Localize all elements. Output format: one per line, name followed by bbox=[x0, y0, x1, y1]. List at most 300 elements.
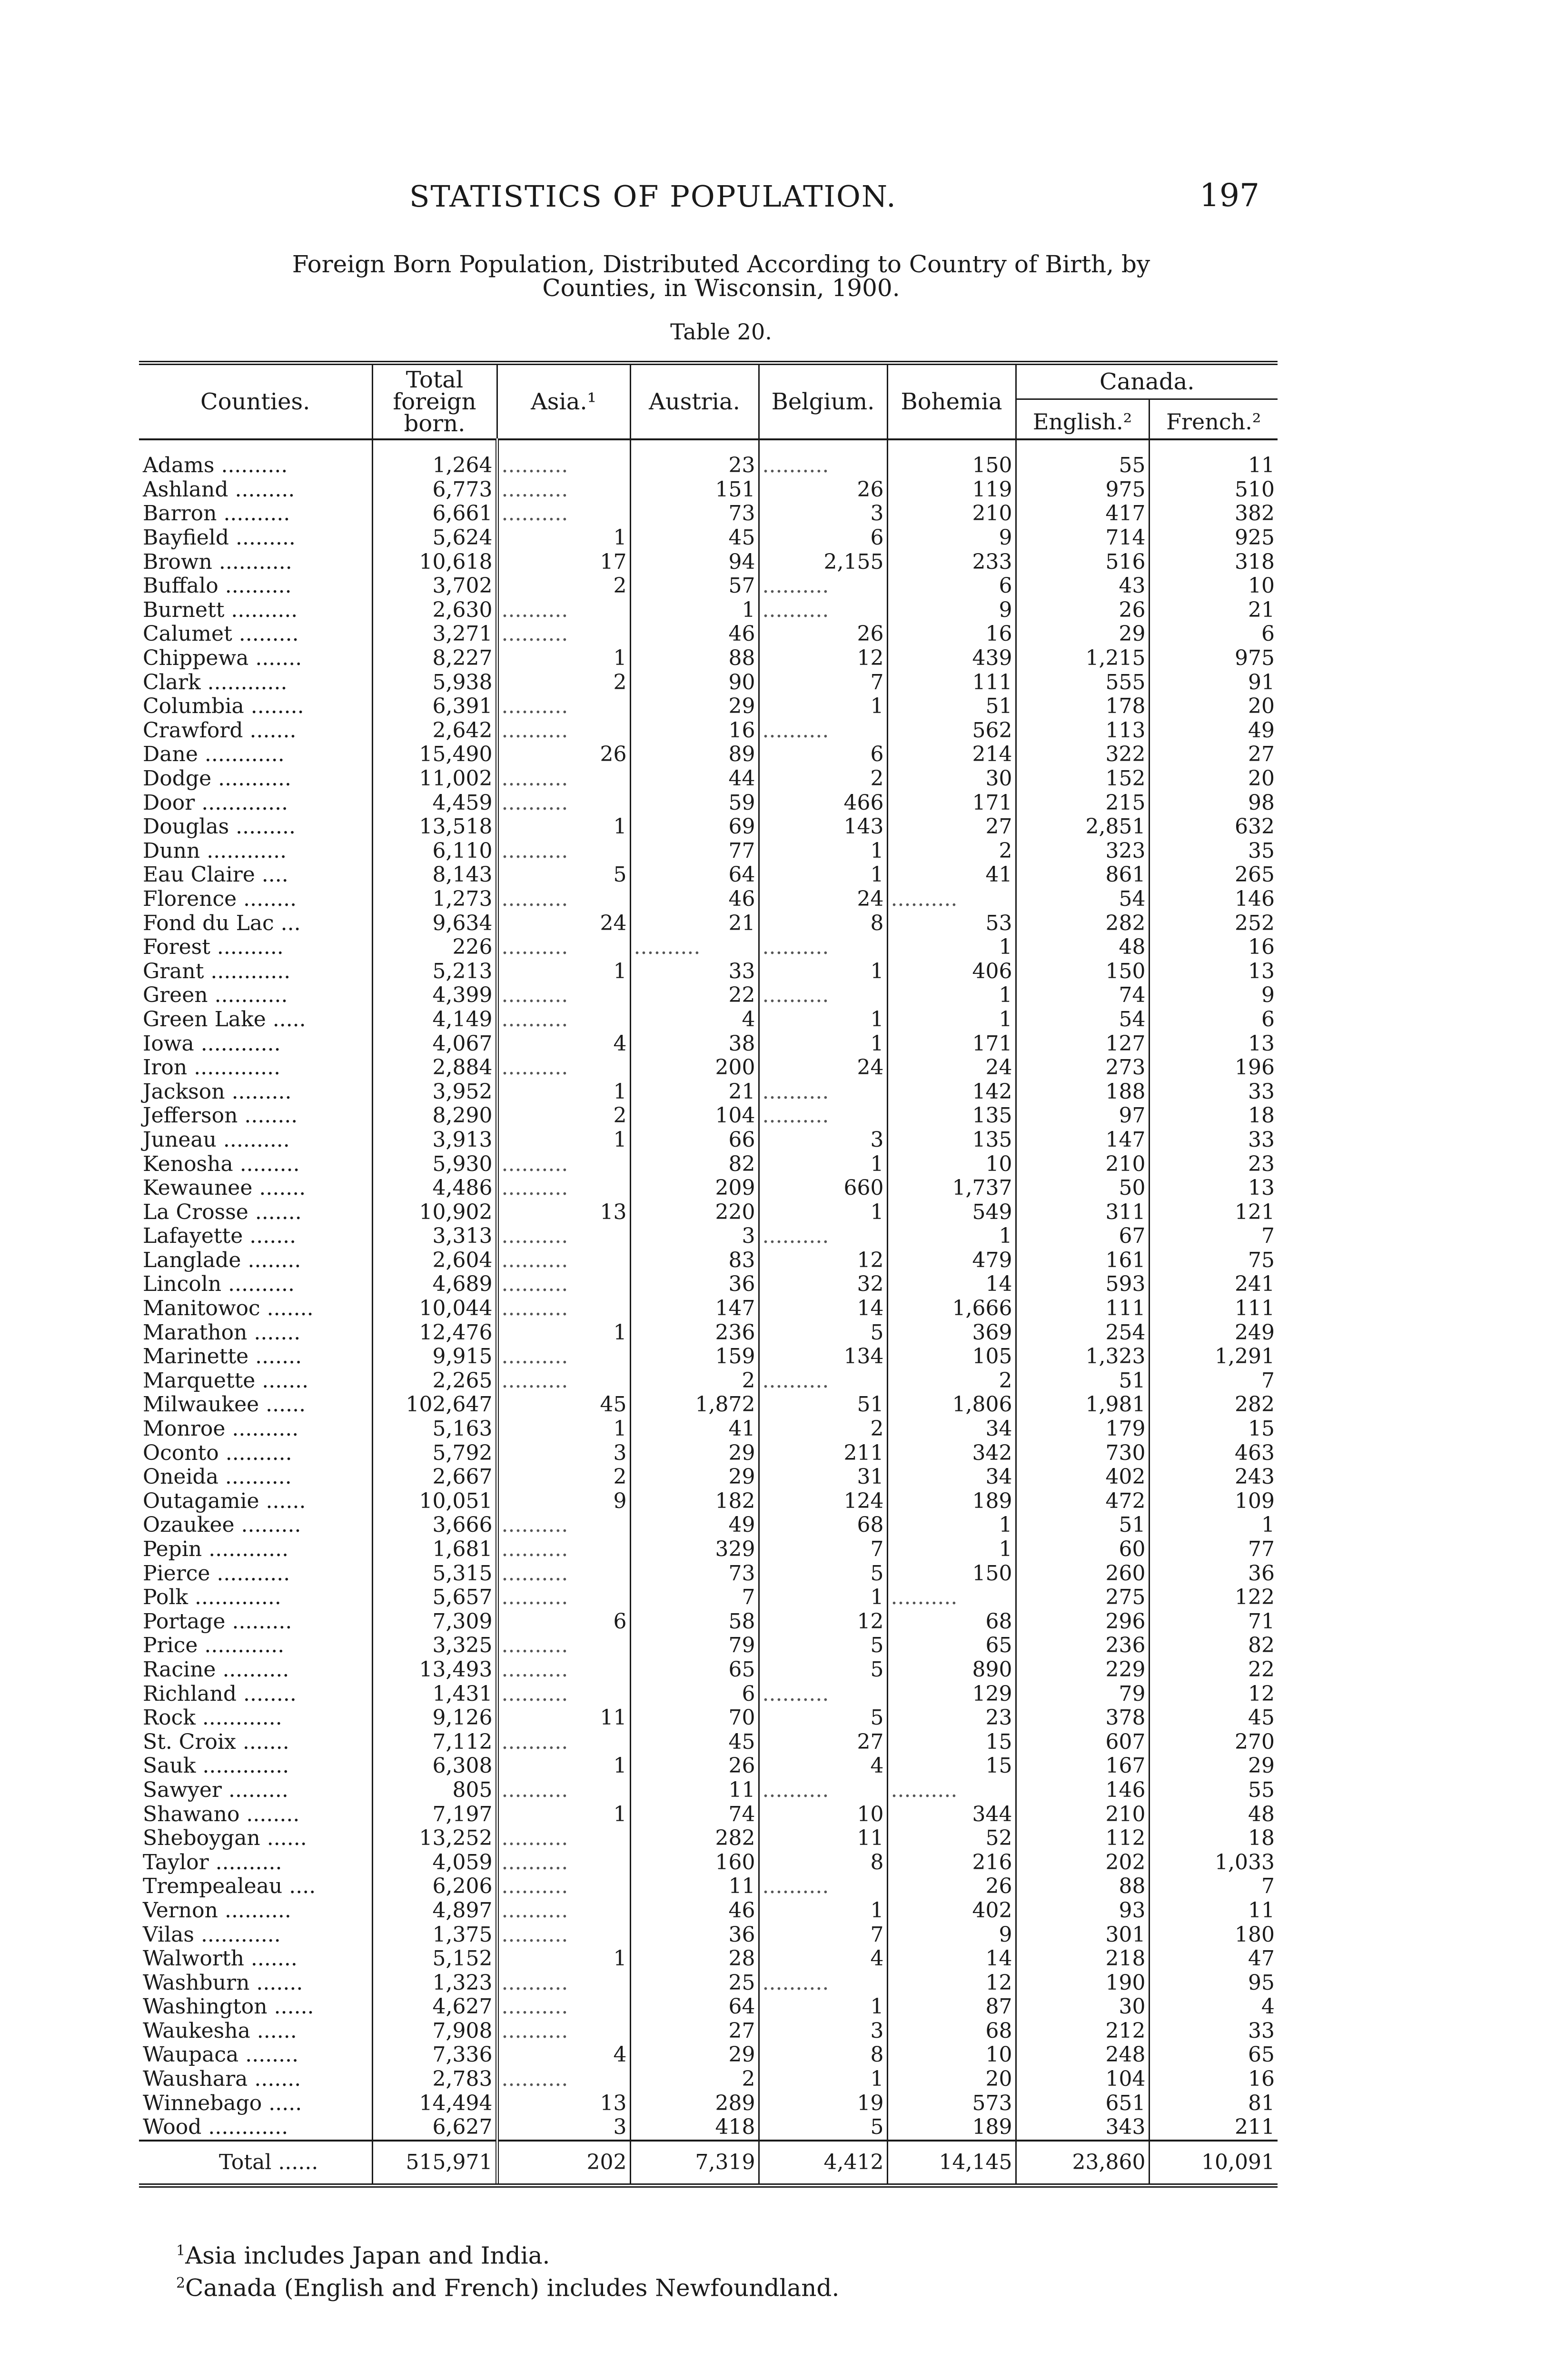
cell-austria: 21 bbox=[630, 1080, 759, 1104]
county-name: Iron ............. bbox=[139, 1056, 372, 1080]
cell-canada-french: 49 bbox=[1248, 718, 1275, 743]
cell-canada-french: 318 bbox=[1235, 549, 1275, 574]
cell-total-foreign-born: 4,149 bbox=[372, 1008, 497, 1032]
cell-canada-french: 35 bbox=[1248, 838, 1275, 863]
county-name: Calumet ......... bbox=[139, 622, 372, 646]
cell-canada-english: 273 bbox=[1016, 1056, 1149, 1080]
cell-bohemia: 9 bbox=[887, 526, 1016, 550]
county-name: Clark ............ bbox=[139, 670, 372, 694]
cell-austria: 73 bbox=[630, 502, 759, 526]
cell-austria: 59 bbox=[630, 791, 759, 815]
cell-total-foreign-born: 11,002 bbox=[372, 767, 497, 791]
cell-bohemia: 135 bbox=[887, 1128, 1016, 1152]
cell-total-foreign-born: 3,913 bbox=[372, 1128, 497, 1152]
county-name: Dane ............ bbox=[139, 743, 372, 767]
county-name: Milwaukee ...... bbox=[139, 1393, 372, 1417]
cell-austria: 282 bbox=[630, 1826, 759, 1851]
table-row bbox=[139, 1682, 1278, 1706]
cell-belgium: .......... bbox=[759, 1682, 887, 1706]
cell-total-foreign-born: 13,518 bbox=[372, 815, 497, 839]
county-name: Vernon .......... bbox=[139, 1899, 372, 1923]
cell-canada-english: 161 bbox=[1016, 1249, 1149, 1273]
cell-canada-english: 975 bbox=[1016, 478, 1149, 502]
cell-belgium: 3 bbox=[759, 502, 887, 526]
cell-canada-french: 1,033 bbox=[1215, 1850, 1275, 1874]
cell-belgium: .......... bbox=[759, 935, 887, 960]
cell-asia: 1 bbox=[497, 1320, 630, 1345]
cell-canada-english: 516 bbox=[1016, 550, 1149, 574]
table-row bbox=[139, 1176, 1278, 1200]
cell-asia: 1 bbox=[497, 526, 630, 550]
cell-canada-english: 402 bbox=[1016, 1465, 1149, 1489]
county-name: Waupaca ........ bbox=[139, 2043, 372, 2067]
cell-bohemia: 16 bbox=[887, 622, 1016, 646]
cell-canada-english: 301 bbox=[1016, 1923, 1149, 1947]
cell-total-foreign-born: 2,604 bbox=[372, 1249, 497, 1273]
cell-belgium: 27 bbox=[759, 1730, 887, 1754]
cell-bohemia: 9 bbox=[887, 598, 1016, 623]
county-name: Jackson ......... bbox=[139, 1080, 372, 1104]
county-name: Polk ............. bbox=[139, 1586, 372, 1610]
cell-canada-english: 127 bbox=[1016, 1031, 1149, 1056]
cell-canada-english: 1,215 bbox=[1016, 646, 1149, 671]
county-name: Jefferson ........ bbox=[139, 1104, 372, 1128]
cell-total-foreign-born: 1,264 bbox=[372, 439, 497, 478]
cell-bohemia: 51 bbox=[887, 694, 1016, 719]
cell-bohemia: 1 bbox=[887, 1537, 1016, 1562]
cell-bohemia: 68 bbox=[887, 1610, 1016, 1634]
cell-asia: 26 bbox=[497, 743, 630, 767]
cell-total-foreign-born: 6,206 bbox=[372, 1874, 497, 1899]
cell-canada-french: 463 bbox=[1235, 1440, 1275, 1465]
cell-austria: 88 bbox=[630, 646, 759, 671]
cell-canada-french: 27 bbox=[1248, 742, 1275, 767]
county-name: Fond du Lac ... bbox=[139, 911, 372, 935]
cell-belgium: .......... bbox=[759, 1224, 887, 1249]
table-row bbox=[139, 839, 1278, 863]
cell-asia: 2 bbox=[497, 574, 630, 598]
totals-belgium: 4,412 bbox=[759, 2141, 887, 2186]
cell-canada-french: 16 bbox=[1248, 2067, 1275, 2092]
table-row bbox=[139, 1369, 1278, 1393]
header-canada: Canada. bbox=[1100, 368, 1195, 396]
cell-bohemia: 439 bbox=[887, 646, 1016, 671]
cell-asia: 2 bbox=[497, 1465, 630, 1489]
county-name: Rock ............ bbox=[139, 1706, 372, 1730]
cell-asia: 5 bbox=[497, 863, 630, 887]
county-name: Eau Claire .... bbox=[139, 863, 372, 887]
totals-english: 23,860 bbox=[1016, 2141, 1149, 2186]
cell-belgium: .......... bbox=[759, 1369, 887, 1393]
cell-austria: 64 bbox=[630, 863, 759, 887]
cell-bohemia: 1 bbox=[887, 983, 1016, 1008]
cell-canada-english: 607 bbox=[1016, 1730, 1149, 1754]
cell-total-foreign-born: 2,642 bbox=[372, 719, 497, 743]
cell-austria: 38 bbox=[630, 1031, 759, 1056]
table-row bbox=[139, 1826, 1278, 1851]
cell-canada-french: 1 bbox=[1261, 1513, 1275, 1537]
cell-belgium: .......... bbox=[759, 598, 887, 623]
cell-bohemia: .......... bbox=[887, 887, 1016, 912]
cell-canada-french: 10 bbox=[1248, 574, 1275, 598]
cell-bohemia: 369 bbox=[887, 1320, 1016, 1345]
cell-austria: 6 bbox=[630, 1682, 759, 1706]
cell-canada-english: 215 bbox=[1016, 791, 1149, 815]
cell-belgium: .......... bbox=[759, 574, 887, 598]
table-row bbox=[139, 1778, 1278, 1803]
cell-canada-english: 378 bbox=[1016, 1706, 1149, 1730]
table-row bbox=[139, 598, 1278, 623]
cell-asia: 1 bbox=[497, 1080, 630, 1104]
cell-asia: 1 bbox=[497, 1802, 630, 1826]
totals-row bbox=[139, 2141, 1278, 2186]
cell-austria: 33 bbox=[630, 959, 759, 983]
cell-canada-french: 13 bbox=[1248, 1176, 1275, 1200]
cell-canada-french: 975 bbox=[1235, 646, 1275, 671]
cell-bohemia: 119 bbox=[887, 478, 1016, 502]
cell-total-foreign-born: 7,908 bbox=[372, 2019, 497, 2043]
cell-belgium: 7 bbox=[759, 1537, 887, 1562]
cell-total-foreign-born: 8,290 bbox=[372, 1104, 497, 1128]
cell-belgium: 5 bbox=[759, 2115, 887, 2141]
county-name: Brown ........... bbox=[139, 550, 372, 574]
cell-bohemia: 15 bbox=[887, 1730, 1016, 1754]
cell-belgium: 1 bbox=[759, 959, 887, 983]
cell-total-foreign-born: 102,647 bbox=[372, 1393, 497, 1417]
table-header bbox=[139, 363, 1278, 440]
table-row bbox=[139, 1465, 1278, 1489]
cell-canada-english: 323 bbox=[1016, 839, 1149, 863]
cell-bohemia: 14 bbox=[887, 1947, 1016, 1971]
cell-canada-french: 265 bbox=[1235, 863, 1275, 887]
table-row bbox=[139, 1899, 1278, 1923]
county-name: La Crosse ....... bbox=[139, 1200, 372, 1224]
table-row bbox=[139, 1561, 1278, 1586]
table-row bbox=[139, 935, 1278, 960]
cell-bohemia: 233 bbox=[887, 550, 1016, 574]
header-bohemia: Bohemia bbox=[887, 363, 1016, 440]
cell-belgium: 2 bbox=[759, 1417, 887, 1441]
cell-bohemia: 6 bbox=[887, 574, 1016, 598]
cell-austria: 64 bbox=[630, 1995, 759, 2019]
cell-asia: .......... bbox=[497, 1634, 630, 1658]
county-name: Walworth ....... bbox=[139, 1947, 372, 1971]
table-row bbox=[139, 478, 1278, 502]
cell-total-foreign-born: 15,490 bbox=[372, 743, 497, 767]
cell-belgium: 143 bbox=[759, 815, 887, 839]
table-row bbox=[139, 439, 1278, 478]
cell-canada-french: 13 bbox=[1248, 1031, 1275, 1056]
county-name: Richland ........ bbox=[139, 1682, 372, 1706]
cell-austria: 23 bbox=[630, 439, 759, 478]
cell-bohemia: 2 bbox=[887, 839, 1016, 863]
cell-total-foreign-born: 3,666 bbox=[372, 1513, 497, 1537]
cell-bohemia: 20 bbox=[887, 2067, 1016, 2092]
cell-canada-french: 20 bbox=[1248, 766, 1275, 791]
county-name: Pierce ........... bbox=[139, 1561, 372, 1586]
cell-canada-french: 29 bbox=[1248, 1754, 1275, 1778]
cell-canada-english: 190 bbox=[1016, 1971, 1149, 1995]
cell-belgium: 8 bbox=[759, 1850, 887, 1874]
cell-belgium: 26 bbox=[759, 622, 887, 646]
cell-austria: 418 bbox=[630, 2115, 759, 2141]
totals-total: 515,971 bbox=[372, 2141, 497, 2186]
county-name: Crawford ....... bbox=[139, 719, 372, 743]
cell-belgium: .......... bbox=[759, 1080, 887, 1104]
cell-total-foreign-born: 2,884 bbox=[372, 1056, 497, 1080]
cell-austria: 159 bbox=[630, 1345, 759, 1369]
cell-austria: 36 bbox=[630, 1272, 759, 1297]
county-name: Pepin ............ bbox=[139, 1537, 372, 1562]
cell-canada-english: 322 bbox=[1016, 743, 1149, 767]
cell-canada-english: 210 bbox=[1016, 1152, 1149, 1176]
cell-austria: 70 bbox=[630, 1706, 759, 1730]
cell-total-foreign-born: 3,313 bbox=[372, 1224, 497, 1249]
cell-canada-french: 23 bbox=[1248, 1151, 1275, 1176]
cell-canada-french: 109 bbox=[1235, 1488, 1275, 1513]
cell-canada-english: 218 bbox=[1016, 1947, 1149, 1971]
cell-belgium: .......... bbox=[759, 439, 887, 478]
cell-canada-english: 104 bbox=[1016, 2067, 1149, 2092]
cell-canada-french: 249 bbox=[1235, 1320, 1275, 1345]
cell-canada-french: 81 bbox=[1248, 2091, 1275, 2115]
table-label: Table 20. bbox=[670, 319, 772, 345]
county-name: Waukesha ...... bbox=[139, 2019, 372, 2043]
cell-canada-english: 260 bbox=[1016, 1561, 1149, 1586]
cell-canada-english: 248 bbox=[1016, 2043, 1149, 2067]
cell-canada-french: 45 bbox=[1248, 1706, 1275, 1730]
table-row bbox=[139, 1008, 1278, 1032]
cell-canada-english: 112 bbox=[1016, 1826, 1149, 1851]
cell-austria: 4 bbox=[630, 1008, 759, 1032]
cell-belgium: 12 bbox=[759, 646, 887, 671]
county-name: Dodge ........... bbox=[139, 767, 372, 791]
cell-canada-english: 29 bbox=[1016, 622, 1149, 646]
cell-asia: .......... bbox=[497, 1995, 630, 2019]
cell-asia: 13 bbox=[497, 1200, 630, 1224]
county-name: Monroe .......... bbox=[139, 1417, 372, 1441]
cell-total-foreign-born: 4,459 bbox=[372, 791, 497, 815]
cell-total-foreign-born: 5,938 bbox=[372, 670, 497, 694]
table-row bbox=[139, 1634, 1278, 1658]
table-row bbox=[139, 959, 1278, 983]
cell-canada-french: 121 bbox=[1235, 1200, 1275, 1224]
cell-total-foreign-born: 9,915 bbox=[372, 1345, 497, 1369]
cell-canada-french: 82 bbox=[1248, 1633, 1275, 1658]
cell-asia: .......... bbox=[497, 1874, 630, 1899]
cell-canada-english: 1,981 bbox=[1016, 1393, 1149, 1417]
cell-belgium: 1 bbox=[759, 1586, 887, 1610]
cell-asia: .......... bbox=[497, 983, 630, 1008]
cell-belgium: 3 bbox=[759, 1128, 887, 1152]
cell-total-foreign-born: 7,309 bbox=[372, 1610, 497, 1634]
cell-belgium: 4 bbox=[759, 1754, 887, 1778]
cell-austria: 73 bbox=[630, 1561, 759, 1586]
cell-canada-french: 7 bbox=[1261, 1224, 1275, 1249]
county-name: Vilas ............ bbox=[139, 1923, 372, 1947]
cell-canada-french: 75 bbox=[1248, 1248, 1275, 1272]
cell-austria: 2 bbox=[630, 1369, 759, 1393]
cell-total-foreign-born: 1,431 bbox=[372, 1682, 497, 1706]
cell-canada-english: 54 bbox=[1016, 1008, 1149, 1032]
cell-canada-english: 254 bbox=[1016, 1320, 1149, 1345]
cell-austria: 11 bbox=[630, 1778, 759, 1803]
cell-asia: .......... bbox=[497, 1008, 630, 1032]
cell-asia: 1 bbox=[497, 1417, 630, 1441]
totals-french: 10,091 bbox=[1149, 2141, 1278, 2186]
cell-canada-english: 229 bbox=[1016, 1658, 1149, 1682]
cell-total-foreign-born: 1,681 bbox=[372, 1537, 497, 1562]
cell-belgium: .......... bbox=[759, 1874, 887, 1899]
cell-austria: 29 bbox=[630, 1441, 759, 1465]
county-name: Manitowoc ....... bbox=[139, 1297, 372, 1321]
county-name: Shawano ........ bbox=[139, 1802, 372, 1826]
cell-canada-english: 555 bbox=[1016, 670, 1149, 694]
cell-canada-english: 147 bbox=[1016, 1128, 1149, 1152]
county-name: Forest .......... bbox=[139, 935, 372, 960]
cell-austria: 45 bbox=[630, 1730, 759, 1754]
table-row bbox=[139, 1441, 1278, 1465]
cell-canada-french: 7 bbox=[1261, 1368, 1275, 1393]
cell-belgium: 8 bbox=[759, 911, 887, 935]
cell-total-foreign-born: 4,627 bbox=[372, 1995, 497, 2019]
cell-belgium: 124 bbox=[759, 1489, 887, 1514]
cell-austria: 57 bbox=[630, 574, 759, 598]
cell-canada-english: 30 bbox=[1016, 1995, 1149, 2019]
cell-asia: .......... bbox=[497, 1152, 630, 1176]
cell-bohemia: 1,806 bbox=[887, 1393, 1016, 1417]
cell-belgium: 7 bbox=[759, 670, 887, 694]
cell-bohemia: 342 bbox=[887, 1441, 1016, 1465]
table-row bbox=[139, 2043, 1278, 2067]
cell-belgium: 1 bbox=[759, 1008, 887, 1032]
cell-austria: 2 bbox=[630, 2067, 759, 2092]
cell-canada-english: 1,323 bbox=[1016, 1345, 1149, 1369]
cell-belgium: 51 bbox=[759, 1393, 887, 1417]
county-name: Dunn ............ bbox=[139, 839, 372, 863]
cell-asia: .......... bbox=[497, 694, 630, 719]
cell-total-foreign-born: 6,308 bbox=[372, 1754, 497, 1778]
table-row bbox=[139, 1320, 1278, 1345]
cell-austria: 66 bbox=[630, 1128, 759, 1152]
cell-belgium: .......... bbox=[759, 1971, 887, 1995]
cell-belgium: 2,155 bbox=[759, 550, 887, 574]
table-row bbox=[139, 574, 1278, 598]
county-name: Racine .......... bbox=[139, 1658, 372, 1682]
table-body bbox=[139, 439, 1278, 2141]
cell-canada-french: 111 bbox=[1235, 1296, 1275, 1321]
cell-austria: 46 bbox=[630, 887, 759, 912]
cell-total-foreign-born: 10,618 bbox=[372, 550, 497, 574]
cell-total-foreign-born: 5,213 bbox=[372, 959, 497, 983]
cell-canada-french: 13 bbox=[1248, 959, 1275, 983]
cell-asia: 1 bbox=[497, 1128, 630, 1152]
table-row bbox=[139, 1393, 1278, 1417]
cell-asia: .......... bbox=[497, 1586, 630, 1610]
cell-canada-french: 36 bbox=[1248, 1561, 1275, 1586]
cell-austria: 7 bbox=[630, 1586, 759, 1610]
cell-asia: .......... bbox=[497, 1899, 630, 1923]
cell-total-foreign-born: 4,689 bbox=[372, 1272, 497, 1297]
population-table bbox=[139, 361, 1278, 2188]
table-row bbox=[139, 2067, 1278, 2092]
cell-canada-english: 79 bbox=[1016, 1682, 1149, 1706]
cell-canada-english: 282 bbox=[1016, 911, 1149, 935]
cell-belgium: 24 bbox=[759, 887, 887, 912]
cell-canada-french: 15 bbox=[1248, 1417, 1275, 1441]
cell-bohemia: 1,737 bbox=[887, 1176, 1016, 1200]
table-row bbox=[139, 1874, 1278, 1899]
cell-canada-english: 50 bbox=[1016, 1176, 1149, 1200]
cell-austria: 22 bbox=[630, 983, 759, 1008]
cell-austria: 90 bbox=[630, 670, 759, 694]
cell-belgium: 14 bbox=[759, 1297, 887, 1321]
table-footer bbox=[139, 2141, 1278, 2186]
county-name: Marinette ....... bbox=[139, 1345, 372, 1369]
cell-asia: .......... bbox=[497, 1249, 630, 1273]
cell-belgium: 466 bbox=[759, 791, 887, 815]
table-row bbox=[139, 1537, 1278, 1562]
cell-total-foreign-born: 226 bbox=[372, 935, 497, 960]
cell-total-foreign-born: 2,630 bbox=[372, 598, 497, 623]
cell-canada-french: 510 bbox=[1235, 477, 1275, 502]
cell-canada-french: 6 bbox=[1261, 622, 1275, 646]
cell-asia: .......... bbox=[497, 1658, 630, 1682]
cell-total-foreign-born: 10,044 bbox=[372, 1297, 497, 1321]
cell-total-foreign-born: 5,163 bbox=[372, 1417, 497, 1441]
cell-asia: .......... bbox=[497, 502, 630, 526]
cell-bohemia: 14 bbox=[887, 1272, 1016, 1297]
cell-total-foreign-born: 2,265 bbox=[372, 1369, 497, 1393]
county-name: Lincoln .......... bbox=[139, 1272, 372, 1297]
cell-belgium: 5 bbox=[759, 1658, 887, 1682]
cell-bohemia: 12 bbox=[887, 1971, 1016, 1995]
running-head: STATISTICS OF POPULATION. bbox=[409, 179, 897, 214]
cell-total-foreign-born: 3,325 bbox=[372, 1634, 497, 1658]
county-name: Kenosha ......... bbox=[139, 1152, 372, 1176]
cell-austria: 209 bbox=[630, 1176, 759, 1200]
cell-canada-french: 243 bbox=[1235, 1465, 1275, 1489]
cell-total-foreign-born: 3,952 bbox=[372, 1080, 497, 1104]
cell-belgium: .......... bbox=[759, 719, 887, 743]
cell-belgium: 1 bbox=[759, 1200, 887, 1224]
cell-asia: .......... bbox=[497, 1176, 630, 1200]
cell-total-foreign-born: 4,059 bbox=[372, 1850, 497, 1874]
cell-asia: .......... bbox=[497, 1826, 630, 1851]
cell-austria: 36 bbox=[630, 1923, 759, 1947]
cell-total-foreign-born: 13,252 bbox=[372, 1826, 497, 1851]
page-number: 197 bbox=[1199, 177, 1259, 214]
county-name: Adams .......... bbox=[139, 439, 372, 478]
county-name: Juneau .......... bbox=[139, 1128, 372, 1152]
cell-asia: .......... bbox=[497, 2019, 630, 2043]
cell-total-foreign-born: 10,051 bbox=[372, 1489, 497, 1514]
table-row bbox=[139, 1224, 1278, 1249]
cell-bohemia: 34 bbox=[887, 1417, 1016, 1441]
cell-canada-french: 632 bbox=[1235, 814, 1275, 839]
cell-total-foreign-born: 5,930 bbox=[372, 1152, 497, 1176]
table-row bbox=[139, 670, 1278, 694]
cell-canada-french: 77 bbox=[1248, 1537, 1275, 1562]
cell-belgium: 8 bbox=[759, 2043, 887, 2067]
cell-austria: 28 bbox=[630, 1947, 759, 1971]
cell-asia: 9 bbox=[497, 1489, 630, 1514]
table-row bbox=[139, 502, 1278, 526]
cell-asia: 2 bbox=[497, 1104, 630, 1128]
cell-belgium: 68 bbox=[759, 1513, 887, 1537]
cell-bohemia: 111 bbox=[887, 670, 1016, 694]
cell-canada-french: 55 bbox=[1248, 1777, 1275, 1802]
